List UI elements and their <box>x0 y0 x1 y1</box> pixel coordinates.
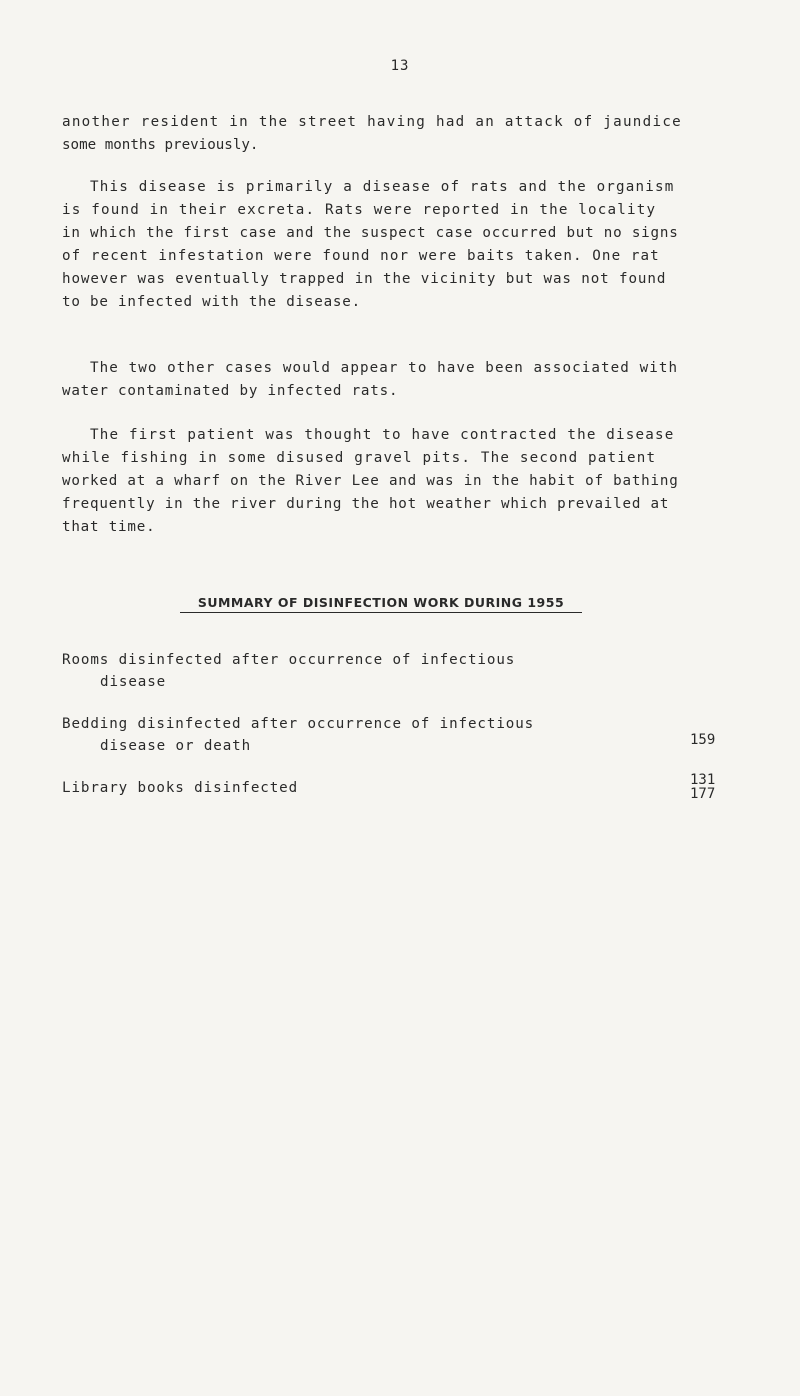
text-line: in which the first case and the suspect case occurred but no signs <box>62 225 679 241</box>
text-line: while fishing in some disused gravel pits. The second patient <box>62 450 657 466</box>
text-line: another resident in the street having had an attack of jaundice <box>62 114 683 130</box>
text-line: that time. <box>62 519 156 535</box>
summary-heading: SUMMARY OF DISINFECTION WORK DURING 1955 <box>180 595 582 613</box>
summary-item-bedding <box>62 713 534 757</box>
text-line: This disease is primarily a disease of rats and the organism <box>90 179 675 195</box>
summary-value-library-books: 177 <box>690 786 716 802</box>
text-line: The first patient was thought to have contracted the disease <box>90 427 675 443</box>
text-line: however was eventually trapped in the vicinity but was not found <box>62 271 667 287</box>
item-label: Bedding disinfected after occurrence of infectious <box>62 716 535 732</box>
text-line: to be infected with the disease. <box>62 294 361 310</box>
text-line: of recent infestation were found nor were baits taken. One rat <box>62 248 660 264</box>
page-number: 13 <box>390 58 410 74</box>
paragraph-1 <box>62 111 742 157</box>
item-label-continued: disease or death <box>100 738 252 754</box>
paragraph-4 <box>62 424 742 539</box>
text-line: is found in their excreta. Rats were reported in the locality <box>62 202 657 218</box>
summary-value-bedding: 131 <box>690 772 716 788</box>
summary-item-rooms <box>62 649 515 693</box>
text-line: worked at a wharf on the River Lee and was in the habit of bathing <box>62 473 679 489</box>
summary-value-rooms: 159 <box>690 732 716 748</box>
text-line: some months previously. <box>62 137 259 153</box>
paragraph-2 <box>62 176 742 314</box>
text-line: The two other cases would appear to have been associated with <box>90 360 679 376</box>
summary-item-library-books <box>62 777 298 799</box>
item-label: Rooms disinfected after occurrence of infectious <box>62 652 516 668</box>
paragraph-3 <box>62 357 742 403</box>
text-line: water contaminated by infected rats. <box>62 383 399 399</box>
item-label: Library books disinfected <box>62 780 299 796</box>
item-label-continued: disease <box>100 674 167 690</box>
text-line: frequently in the river during the hot weather which prevailed at <box>62 496 670 512</box>
